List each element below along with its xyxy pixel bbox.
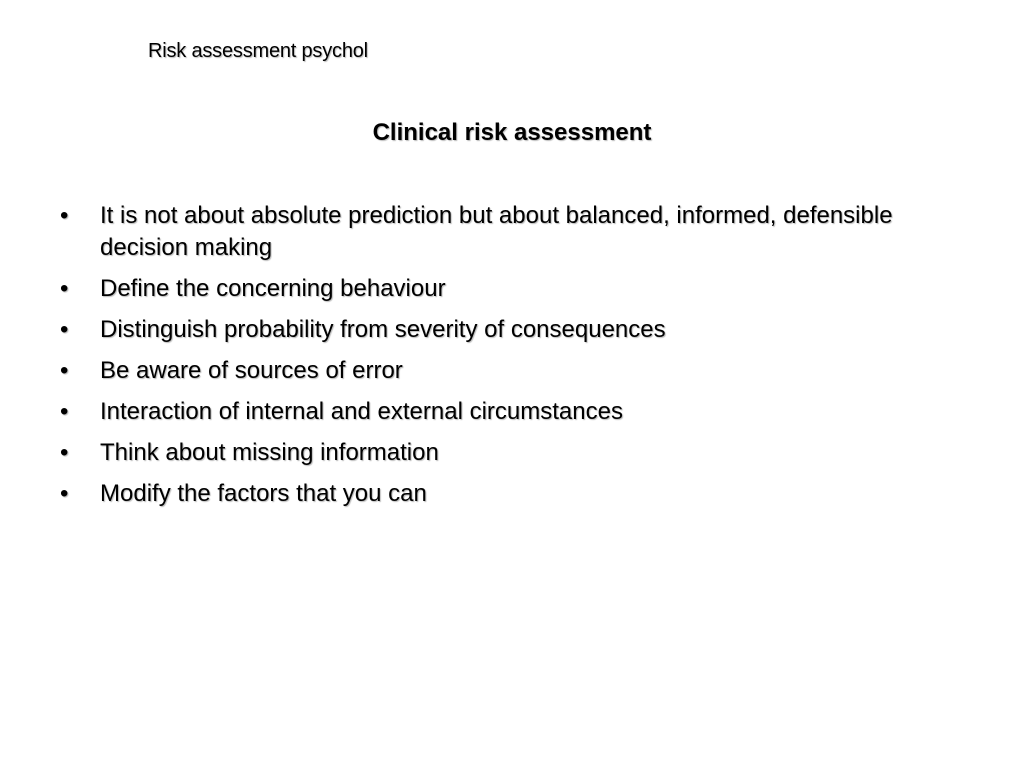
slide-title: Clinical risk assessment (372, 119, 652, 146)
bullet-icon: • (60, 357, 69, 384)
bullet-text: It is not about absolute prediction but about balanced, informed, defensible decision making (100, 202, 893, 261)
bullet-icon: • (60, 202, 69, 229)
bullet-icon: • (60, 398, 69, 425)
bullet-item (58, 200, 958, 264)
bullet-text: Interaction of internal and external circumstances (100, 398, 623, 425)
bullet-item (58, 314, 958, 346)
bullet-list (58, 200, 958, 519)
bullet-icon: • (60, 316, 69, 343)
presentation-header-title: Risk assessment psychol (148, 40, 368, 62)
bullet-item (58, 273, 958, 305)
bullet-text: Be aware of sources of error (100, 357, 403, 384)
bullet-text: Distinguish probability from severity of consequences (100, 316, 666, 343)
bullet-icon: • (60, 439, 69, 466)
bullet-text: Think about missing information (100, 439, 439, 466)
bullet-item (58, 355, 958, 387)
bullet-icon: • (60, 275, 69, 302)
bullet-icon: • (60, 480, 69, 507)
bullet-item (58, 396, 958, 428)
bullet-text: Define the concerning behaviour (100, 275, 446, 302)
bullet-text: Modify the factors that you can (100, 480, 427, 507)
bullet-item (58, 437, 958, 469)
bullet-item (58, 478, 958, 510)
